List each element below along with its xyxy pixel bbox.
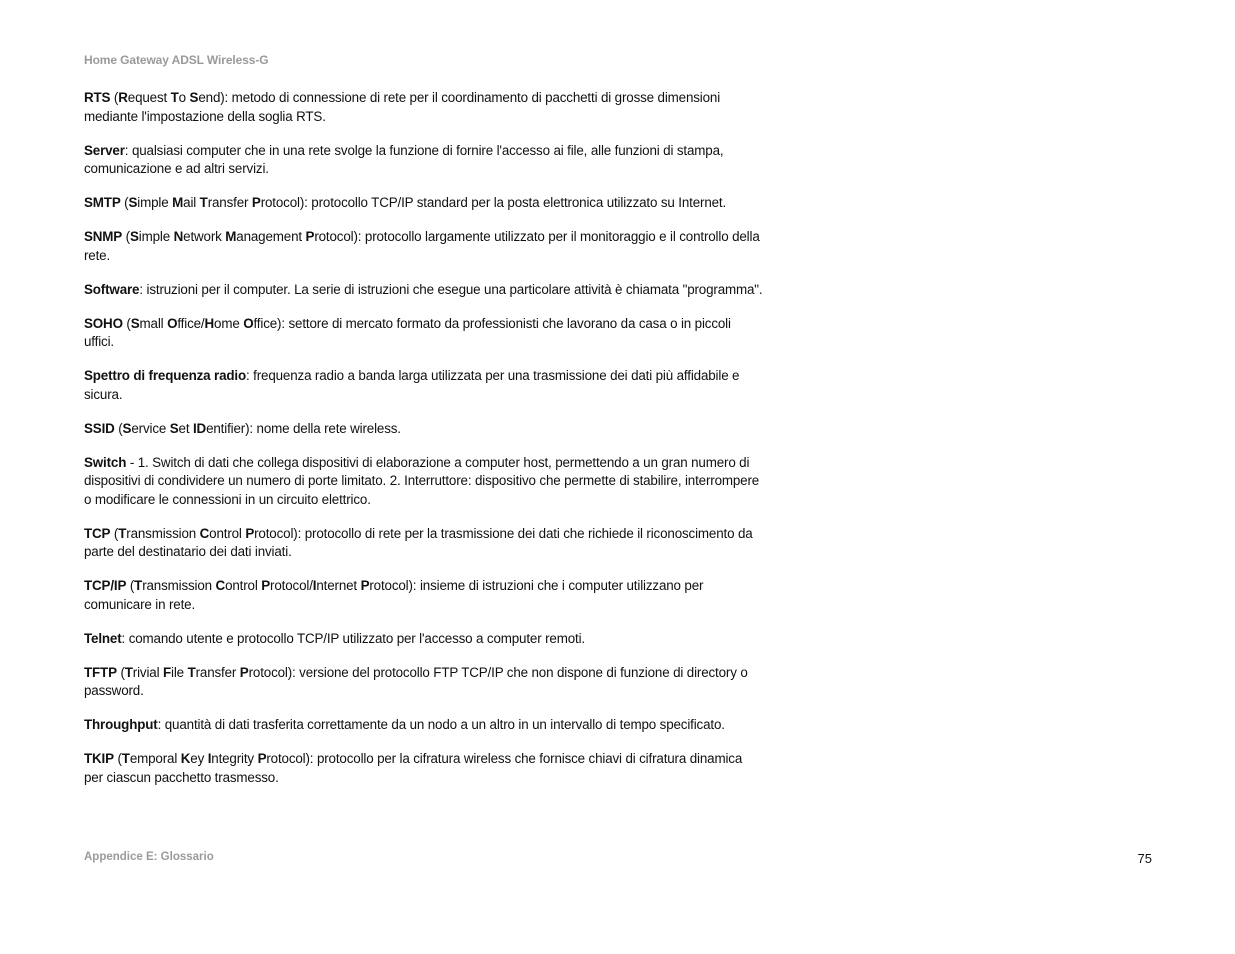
glossary-definition-text: (: [120, 195, 129, 210]
glossary-entry: [84, 525, 764, 562]
glossary-definition-text: (: [114, 420, 123, 436]
glossary-definition-text: ervice: [131, 420, 170, 436]
glossary-definition-text: imple: [138, 229, 174, 244]
glossary-definition-text: et: [178, 420, 193, 436]
glossary-term-text: O: [167, 315, 178, 331]
glossary-term-text: I: [207, 751, 212, 766]
glossary-term-text: P: [261, 578, 271, 593]
glossary-definition-text: equest: [127, 90, 171, 105]
glossary-term-text: F: [163, 664, 172, 680]
glossary-definition-text: entifier): nome della rete wireless.: [206, 420, 401, 436]
glossary-entry: [84, 89, 764, 126]
glossary-definition-text: : frequenza radio a banda larga utilizzata per una trasmissione dei dati più affidabile e sicura.: [84, 368, 740, 402]
glossary-definition-text: o: [178, 90, 190, 105]
glossary-definition-text: anagement: [236, 229, 306, 244]
glossary-definition-text: ile: [171, 664, 188, 680]
glossary-entry: [84, 630, 764, 649]
glossary-entry: [84, 142, 764, 179]
glossary-term-text: S: [130, 315, 140, 331]
glossary-entry: [84, 281, 764, 300]
glossary-term-text: Spettro di frequenza radio: [84, 368, 247, 383]
glossary-term-text: T: [170, 90, 179, 105]
glossary-definition-text: ontrol: [209, 525, 246, 541]
glossary-definition-text: ail: [183, 195, 200, 210]
glossary-definition-text: rotocol): protocollo di rete per la trasmissione dei dati che richiede il riconoscimento da parte del destinatario dei dati inviati.: [84, 525, 753, 559]
glossary-term-text: S: [129, 229, 139, 244]
glossary-term-text: P: [305, 229, 315, 244]
glossary-term-text: Telnet: [84, 630, 122, 646]
glossary-entry: [84, 716, 764, 735]
glossary-term-text: R: [118, 90, 128, 105]
page-header: Home Gateway ADSL Wireless-G: [84, 53, 269, 67]
glossary-term-text: S: [169, 420, 179, 436]
glossary-term-text: SNMP: [84, 229, 123, 244]
glossary-definition-text: etwork: [183, 229, 226, 244]
glossary-definition-text: (: [110, 90, 119, 105]
glossary-term-text: S: [122, 420, 132, 436]
glossary-term-text: SSID: [84, 420, 115, 436]
glossary-term-text: N: [173, 229, 184, 244]
glossary-entry: [84, 194, 764, 213]
glossary-term-text: C: [199, 525, 210, 541]
glossary-term-text: Switch: [84, 454, 127, 470]
page-number: 75: [1137, 851, 1152, 866]
glossary-term-text: Server: [84, 142, 125, 158]
glossary-definition-text: ome: [214, 315, 244, 331]
glossary-definition-text: mall: [139, 315, 168, 331]
glossary-definition-text: rotocol): protocollo TCP/IP standard per la posta elettronica utilizzato su Internet.: [260, 195, 727, 210]
glossary-definition-text: emporal: [129, 751, 181, 766]
glossary-term-text: Software: [84, 281, 140, 297]
glossary-term-text: P: [360, 578, 370, 593]
glossary-definition-text: ntegrity: [211, 751, 258, 766]
glossary-definition-text: ffice/: [177, 315, 205, 331]
glossary-definition-text: : istruzioni per il computer. La serie di istruzioni che esegue una particolare attività è chiamata "programma".: [139, 281, 763, 297]
glossary-definition-text: (: [110, 525, 119, 541]
glossary-term-text: TCP/IP: [84, 578, 127, 593]
glossary-definition-text: : comando utente e protocollo TCP/IP utilizzato per l'accesso a computer remoti.: [121, 630, 585, 646]
glossary-term-text: I: [312, 578, 317, 593]
footer-section-title: Appendice E: Glossario: [84, 851, 214, 863]
glossary-term-text: C: [215, 578, 226, 593]
glossary-term-text: T: [121, 751, 130, 766]
glossary-term-text: TFTP: [84, 664, 117, 680]
glossary-term-text: O: [243, 315, 254, 331]
glossary-term-text: TCP: [84, 525, 111, 541]
glossary-term-text: ID: [192, 420, 207, 436]
glossary-definition-text: ransmission: [126, 525, 200, 541]
glossary-definition-text: rotocol): versione del protocollo FTP TCP/IP che non dispone di funzione di directory o password.: [84, 664, 748, 698]
glossary-definition-text: (: [116, 664, 125, 680]
glossary-term-text: P: [239, 664, 249, 680]
glossary-term-text: T: [134, 578, 143, 593]
glossary-term-text: T: [118, 525, 127, 541]
glossary-definition-text: nternet: [316, 578, 361, 593]
glossary-term-text: SOHO: [84, 315, 123, 331]
glossary-entry: [84, 454, 764, 510]
glossary-definition-text: imple: [137, 195, 173, 210]
glossary-term-text: P: [251, 195, 261, 210]
glossary-definition-text: : quantità di dati trasferita correttamente da un nodo a un altro in un intervallo di tempo specificato.: [157, 717, 725, 732]
glossary-definition-text: end): metodo di connessione di rete per il coordinamento di pacchetti di grosse dimensioni mediante l'impostazione della soglia RTS.: [84, 90, 721, 124]
glossary-definition-text: ontrol: [225, 578, 262, 593]
glossary-list: [84, 89, 764, 803]
glossary-definition-text: : qualsiasi computer che in una rete svolge la funzione di fornire l'accesso ai file, alle funzioni di stampa, comunicazione e ad altri servizi.: [84, 142, 724, 176]
glossary-entry: [84, 420, 764, 439]
glossary-term-text: RTS: [84, 90, 111, 105]
glossary-entry: [84, 577, 764, 614]
glossary-term-text: S: [189, 90, 199, 105]
glossary-definition-text: ransmission: [142, 578, 216, 593]
glossary-term-text: H: [204, 315, 215, 331]
glossary-term-text: P: [245, 525, 255, 541]
glossary-definition-text: ffice): settore di mercato formato da professionisti che lavorano da casa o in piccoli uffici.: [84, 315, 731, 349]
glossary-definition-text: (: [122, 315, 131, 331]
glossary-entry: [84, 367, 764, 404]
glossary-definition-text: (: [126, 578, 135, 593]
glossary-entry: [84, 315, 764, 352]
glossary-term-text: SMTP: [84, 195, 121, 210]
glossary-term-text: T: [187, 664, 196, 680]
glossary-term-text: K: [180, 751, 191, 766]
glossary-definition-text: (: [122, 229, 130, 244]
glossary-definition-text: rivial: [132, 664, 163, 680]
glossary-term-text: T: [124, 664, 133, 680]
glossary-definition-text: rotocol): protocollo largamente utilizzato per il monitoraggio e il controllo della rete.: [84, 229, 760, 263]
glossary-term-text: S: [128, 195, 138, 210]
glossary-term-text: P: [257, 751, 267, 766]
glossary-definition-text: - 1. Switch di dati che collega dispositivi di elaborazione a computer host, permettendo a un gran numero di dispositivi di condividere un numero di porte limitato. 2. Interruttore: dispositivo che permette di stabilire, interrompere o modificare le connessioni in un circuito elettrico.: [84, 454, 760, 507]
glossary-term-text: T: [199, 195, 208, 210]
glossary-definition-text: ey: [190, 751, 208, 766]
glossary-entry: [84, 664, 764, 701]
glossary-entry: [84, 228, 764, 265]
glossary-term-text: TKIP: [84, 751, 114, 766]
glossary-definition-text: (: [113, 751, 122, 766]
glossary-definition-text: rotocol): protocollo per la cifratura wireless che fornisce chiavi di cifratura dinamica per ciascun pacchetto trasmesso.: [84, 751, 743, 785]
glossary-term-text: M: [172, 195, 184, 210]
glossary-entry: [84, 750, 764, 787]
glossary-term-text: Throughput: [84, 717, 158, 732]
glossary-definition-text: ransfer: [195, 664, 240, 680]
glossary-term-text: M: [225, 229, 237, 244]
glossary-definition-text: ransfer: [207, 195, 252, 210]
glossary-definition-text: rotocol): insieme di istruzioni che i computer utilizzano per comunicare in rete.: [84, 578, 704, 612]
glossary-definition-text: rotocol/: [270, 578, 313, 593]
